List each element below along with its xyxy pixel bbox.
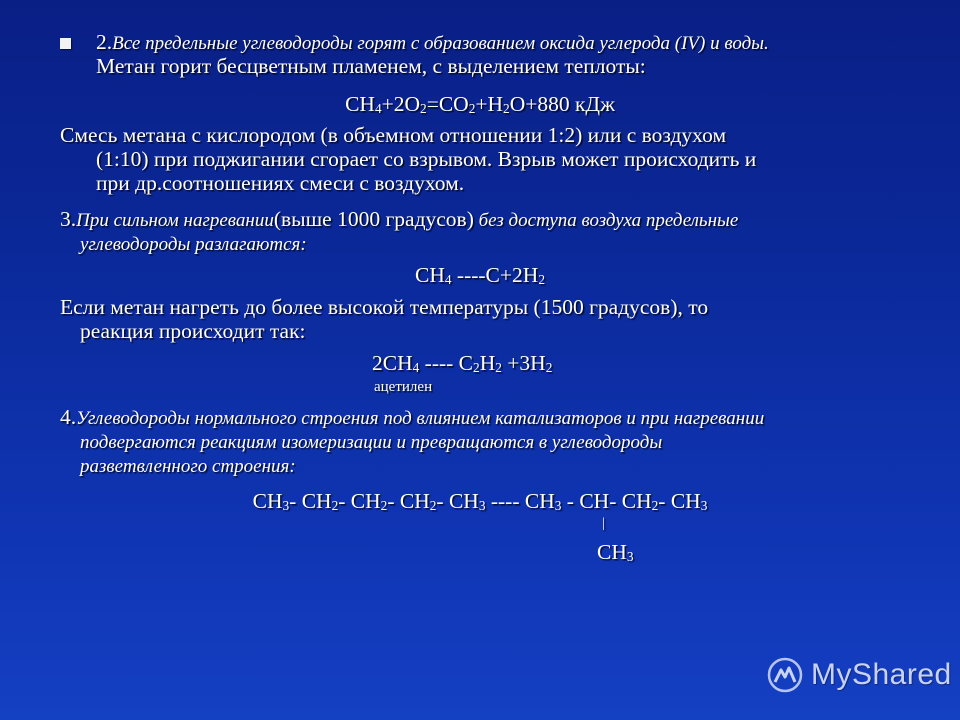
equation-combustion: $CH_4+2O_2=CO_2+H_2O+880$ кДж: [345, 92, 615, 116]
para-1-italic: Все предельные углеводороды горят с образованием оксида углерода (IV) и воды.: [112, 33, 769, 54]
bullet-icon: [60, 38, 71, 49]
myshared-logo-icon: [765, 655, 805, 695]
para-5-line-3: разветвленного строения:: [80, 456, 296, 477]
para-3-line-2: углеводороды разлагаются:: [80, 234, 307, 255]
para-3-line-1: 3.При сильном нагревании(выше 1000 градусов) без доступа воздуха предельные: [60, 207, 739, 231]
acetylene-label: ацетилен: [374, 379, 433, 395]
branch-bond: |: [602, 516, 605, 531]
equation-isomerization: $CH_3-$ $CH_2-$ $CH_2-$ $CH_2-$ $CH_3$ ---- $CH_3 - CH-$ $CH_2-$ $CH_3$: [252, 489, 708, 513]
branch-methyl: $CH_3$: [597, 540, 634, 564]
myshared-logo: [765, 652, 952, 698]
para-2-line-1: Смесь метана с кислородом (в объемном отношении 1:2) или с воздухом: [60, 123, 727, 147]
para-1-number: 2.: [96, 30, 113, 54]
equation-decomposition: $CH_4$ $----C+2H_2$: [415, 263, 545, 287]
para-4-line-1: Если метан нагреть до более высокой температуры (1500 градусов), то: [60, 295, 709, 319]
equation-acetylene: $2CH_4$ ---- $C_2H_2 +3H_2$: [372, 351, 553, 375]
para-1-line-1: [96, 30, 916, 56]
para-2-line-2: (1:10) при поджигании сгорает со взрывом. Взрыв может происходить и: [96, 147, 757, 171]
para-5-line-2: подвергаются реакциям изомеризации и превращаются в углеводороды: [80, 432, 663, 453]
myshared-logo-text: MyShared: [811, 658, 952, 691]
para-2-line-3: при др.соотношениях смеси с воздухом.: [96, 171, 465, 195]
para-4-line-2: реакция происходит так:: [80, 319, 306, 343]
para-1-line-2: Метан горит бесцветным пламенем, с выделением теплоты:: [96, 54, 646, 78]
para-5-line-1: 4.Углеводороды нормального строения под влиянием катализаторов и при нагревании: [60, 405, 765, 429]
